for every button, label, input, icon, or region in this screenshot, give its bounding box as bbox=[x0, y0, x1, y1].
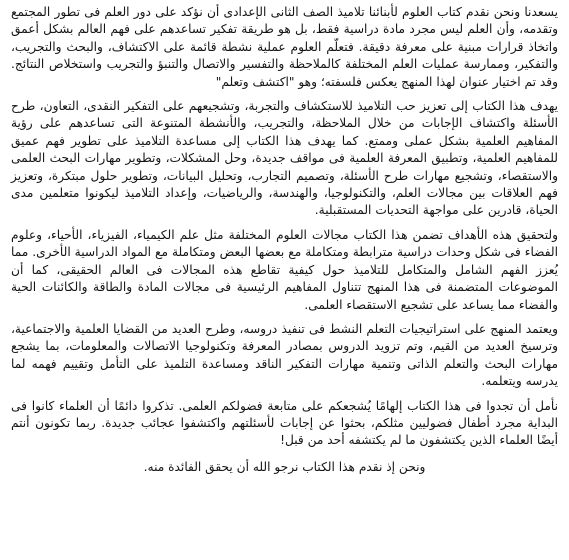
content-paragraph: ولتحقيق هذه الأهداف تضمن هذا الكتاب مجالات العلوم المختلفة مثل علم الكيمياء، الفيزياء، الأحياء، وعلوم الفضاء فى شكل وحدات دراسية مترابطة ومتكاملة مع بعضها البعض ومتكاملة مع المواد الدراسية الأخرى. مما يُعزز الفهم الشامل والمتكامل للتلاميذ حول كيفية تقاطع هذه المجالات فى العالم الحقيقى، كما أن الموضوعات المتضمنة فى هذا المنهج تتناول المفاهيم الرئيسية فى مجالات المادة والطاقة والكائنات الحية والفضاء مما يساعد على تشجيع الاستقصاء العلمى. bbox=[11, 227, 558, 312]
hope-paragraph: نأمل أن تجدوا فى هذا الكتاب إلهامًا يُشجعكم على متابعة فضولكم العلمى. تذكروا دائمًا أن العلماء كانوا فى البداية مجرد أطفال فضوليين مثلكم، بحثوا عن إجابات لأسئلتهم واكتشفوا عجائب جديدة. ربما تكونون أنتم أيضًا العلماء الذين يكتشفون ما لم يكتشفه أحد من قبل! bbox=[11, 398, 558, 448]
method-paragraph: ويعتمد المنهج على استراتيجيات التعلم النشط فى تنفيذ دروسه، وطرح العديد من القضايا العلمية والاجتماعية، وترسيخ العديد من القيم، وتم تزويد الدروس بمصادر المعرفة وتكنولوجيا الاتصالات والمعلومات، بما يشجع مهارات البحث والتعلم الذاتى وتنمية مهارات التفكير الناقد ومساعدة التلميذ على التأمل وتقييم فهمه لما يدرسه ويتعلمه. bbox=[11, 321, 558, 389]
intro-paragraph: يسعدنا ونحن نقدم كتاب العلوم لأبنائنا تلاميذ الصف الثانى الإعدادى أن نؤكد على دور العلم فى تطور المجتمع وتقدمه، وأن العلم ليس مجرد مادة دراسية فقط، بل هو طريقة تفكير تساعدهم على فهم العالم بشكل أعمق واتخاذ قرارات مبنية على معرفة دقيقة. فتعلّم العلوم عملية نشطة قائمة على الاكتشاف، والبحث والتجريب، والتفكير، وممارسة عمليات العلم المختلفة كالملاحظة والتفسير والاتصال والتنبؤ والتجريب واستخلاص النتائج. وقد تم اختيار عنوان لهذا المنهج يعكس فلسفته؛ وهو "اكتشف وتعلم" bbox=[11, 5, 558, 89]
closing-line: ونحن إذ نقدم هذا الكتاب نرجو الله أن يحقق الفائدة منه. bbox=[143, 459, 426, 474]
goals-paragraph: يهدف هذا الكتاب إلى تعزيز حب التلاميذ للاستكشاف والتجربة، وتشجيعهم على التفكير النقدى، التعاون، طرح الأسئلة واكتشاف الإجابات من خلال الملاحظة، والتجريب، والأنشطة المتنوعة التى تساعدهم على رؤية المفاهيم العلمية بشكل عملى وممتع. كما يهدف هذا الكتاب إلى مساعدة التلاميذ على تطوير فهم عميق للمفاهيم العلمية، وتطبيق المعرفة العلمية فى مواقف جديدة، وحل المشكلات، وتطوير مهارات البحث العلمى والاستقصاء، وتشجيع مهارات طرح الأسئلة، وتصميم التجارب، وتحليل البيانات، وتطوير حلول مبتكرة، وتعزيز فهم العلاقات بين مجالات العلم، والتكنولوجيا، والهندسة، والرياضيات، وإعداد التلاميذ ليكونوا متعلمين مدى الحياة، قادرين على مواجهة التحديات المستقبلية. bbox=[11, 99, 558, 218]
